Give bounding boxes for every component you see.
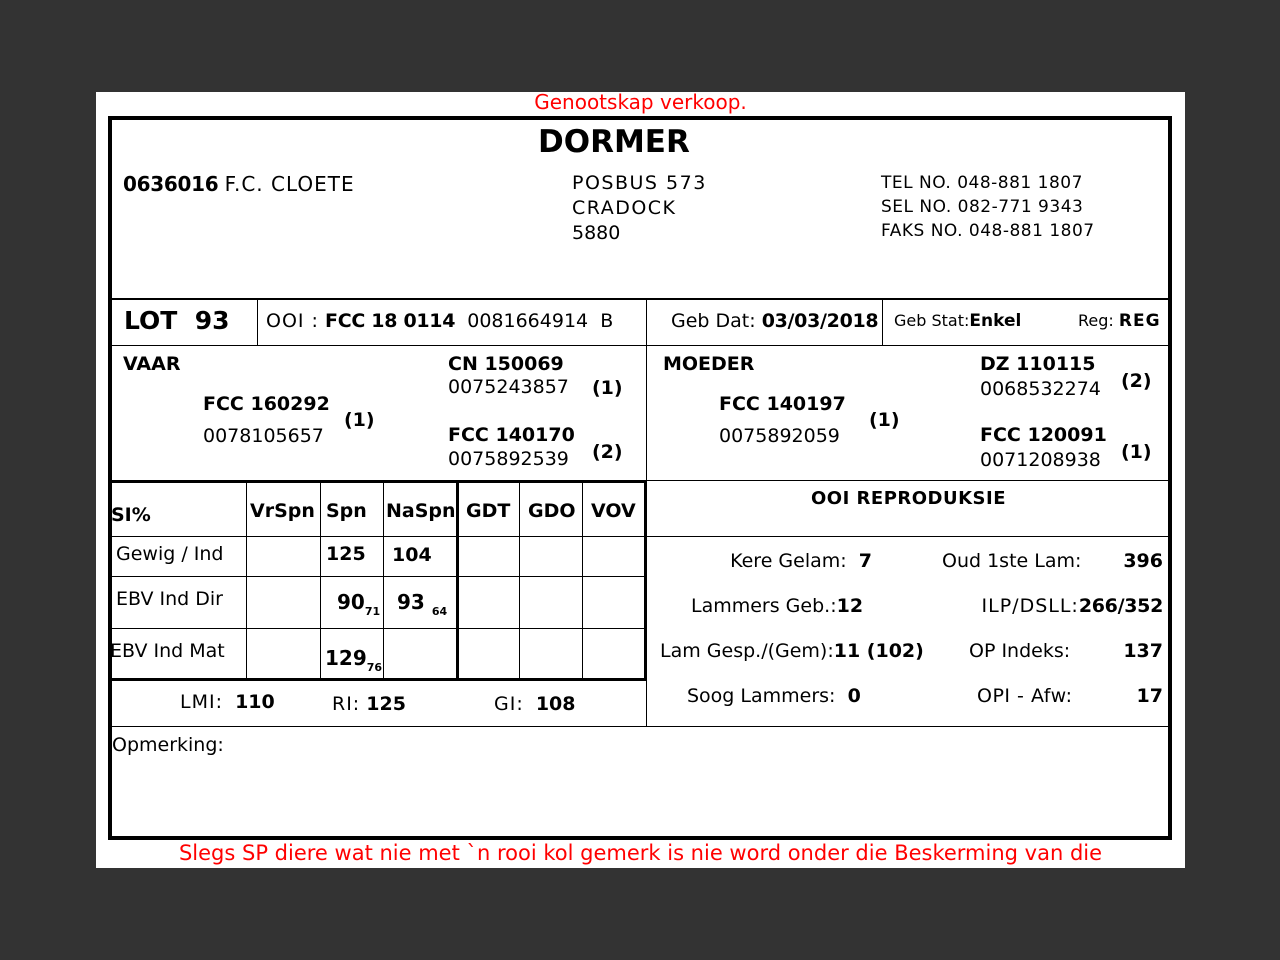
registration bbox=[1078, 311, 1161, 331]
lot-label: LOT bbox=[124, 306, 178, 335]
kere-gelam-value: 7 bbox=[858, 550, 872, 572]
sire-number: 0078105657 bbox=[203, 425, 324, 447]
dam-sire-grade: (2) bbox=[1121, 370, 1152, 392]
oud-1ste-lam-label: Oud 1ste Lam: bbox=[942, 550, 1082, 572]
lammers-geb-label: Lammers Geb.: bbox=[691, 595, 837, 617]
fax-number: FAKS NO. 048-881 1807 bbox=[881, 221, 1095, 241]
ri-label: RI: bbox=[332, 693, 361, 715]
table-bottom bbox=[110, 678, 647, 681]
sire-sire-grade: (1) bbox=[592, 377, 623, 399]
col-line bbox=[582, 483, 583, 679]
ri bbox=[332, 693, 406, 715]
lammers-geb-value: 12 bbox=[836, 595, 864, 617]
top-notice: Genootskap verkoop. bbox=[534, 92, 747, 114]
sire-sire-id: CN 150069 bbox=[448, 353, 564, 375]
value: 93 bbox=[397, 590, 425, 614]
registration-label: Reg: bbox=[1078, 311, 1114, 330]
cell-ebv-dir-naspn bbox=[397, 590, 448, 618]
divider bbox=[110, 345, 1170, 346]
ewe-id bbox=[266, 310, 613, 332]
breeder bbox=[123, 172, 355, 196]
address-line: CRADOCK bbox=[572, 197, 677, 219]
kere-gelam-label: Kere Gelam: bbox=[730, 550, 847, 572]
tel-number: TEL NO. 048-881 1807 bbox=[881, 173, 1083, 193]
dam-dam-number: 0071208938 bbox=[980, 449, 1101, 471]
col-header-gdo: GDO bbox=[528, 500, 576, 522]
kere-gelam bbox=[730, 550, 872, 572]
lot-value: 93 bbox=[194, 306, 230, 335]
lam-gesp bbox=[660, 640, 924, 662]
sire-sire-number: 0075243857 bbox=[448, 376, 569, 398]
birth-status-value: Enkel bbox=[969, 311, 1022, 331]
divider bbox=[647, 536, 1170, 537]
cell-gewig-naspn: 104 bbox=[392, 544, 432, 566]
dam-sire-number: 0068532274 bbox=[980, 378, 1101, 400]
divider bbox=[110, 536, 646, 537]
frame-left bbox=[108, 116, 112, 840]
divider bbox=[110, 628, 646, 629]
sire-dam-id: FCC 140170 bbox=[448, 424, 575, 446]
lmi-label: LMI: bbox=[180, 691, 223, 713]
lmi bbox=[180, 691, 275, 713]
dam-dam-id: FCC 120091 bbox=[980, 424, 1107, 446]
oud-1ste-lam-value: 396 bbox=[1123, 550, 1163, 572]
soog-lammers-value: 0 bbox=[847, 685, 861, 707]
breed-title: DORMER bbox=[538, 124, 690, 160]
cell-number: SEL NO. 082-771 9343 bbox=[881, 197, 1084, 217]
row-label-ebv-mat: EBV Ind Mat bbox=[110, 640, 225, 662]
value: 90 bbox=[337, 590, 365, 614]
dam-label: MOEDER bbox=[663, 353, 755, 375]
col-header-spn: Spn bbox=[326, 500, 367, 522]
col-header-vrspn: VrSpn bbox=[250, 500, 315, 522]
op-indeks-label: OP Indeks: bbox=[969, 640, 1071, 662]
lam-gesp-label: Lam Gesp./(Gem): bbox=[660, 640, 834, 662]
opi-afw-value: 17 bbox=[1136, 685, 1163, 707]
ewe-id-value: FCC 18 0114 bbox=[325, 310, 456, 332]
lmi-value: 110 bbox=[235, 691, 275, 713]
ilp-dsll-value: 266/352 bbox=[1078, 595, 1163, 617]
sire-label: VAAR bbox=[123, 353, 181, 375]
lot-card-page bbox=[96, 92, 1185, 868]
registration-value: REG bbox=[1118, 311, 1161, 331]
accuracy: 76 bbox=[366, 661, 383, 674]
soog-lammers bbox=[687, 685, 861, 707]
gi-label: GI: bbox=[494, 693, 524, 715]
breeder-code: 0636016 bbox=[123, 172, 219, 196]
col-header-si: SI% bbox=[111, 504, 151, 526]
divider bbox=[647, 480, 1170, 481]
birth-status-label: Geb Stat: bbox=[894, 311, 970, 330]
dam-sire-id: DZ 110115 bbox=[980, 353, 1096, 375]
breeder-name: F.C. CLOETE bbox=[224, 172, 355, 196]
birth-date bbox=[671, 310, 878, 332]
frame-bottom bbox=[108, 836, 1172, 840]
remarks-label: Opmerking: bbox=[112, 734, 224, 756]
ilp-dsll bbox=[982, 595, 1163, 617]
gi bbox=[494, 693, 576, 715]
footer-notice: Slegs SP diere wat nie met `n rooi kol gemerk is nie word onder die Beskerming van die bbox=[178, 841, 1103, 865]
divider bbox=[110, 576, 646, 577]
cell-ebv-mat-spn bbox=[325, 646, 383, 674]
lammers-geb bbox=[691, 595, 863, 617]
remarks-field bbox=[226, 734, 1156, 829]
sire-grade: (1) bbox=[344, 409, 375, 431]
ewe-label: OOI : bbox=[266, 310, 319, 332]
col-header-naspn: NaSpn bbox=[386, 500, 456, 522]
col-header-gdt: GDT bbox=[466, 500, 511, 522]
col-line bbox=[644, 480, 647, 679]
divider bbox=[110, 298, 1170, 300]
divider bbox=[257, 299, 258, 346]
birth-date-label: Geb Dat: bbox=[671, 310, 756, 332]
lot-number bbox=[124, 306, 230, 335]
sire-dam-grade: (2) bbox=[592, 441, 623, 463]
sire-dam-number: 0075892539 bbox=[448, 448, 569, 470]
contact-block bbox=[881, 171, 1095, 243]
ilp-dsll-label: ILP/DSLL: bbox=[981, 595, 1079, 617]
col-line bbox=[456, 483, 459, 679]
op-indeks-value: 137 bbox=[1123, 640, 1163, 662]
opi-afw-label: OPI - Afw: bbox=[977, 685, 1073, 707]
ewe-grade: B bbox=[600, 310, 614, 332]
ewe-number: 0081664914 bbox=[467, 310, 589, 332]
accuracy: 71 bbox=[364, 605, 381, 618]
sire-id: FCC 160292 bbox=[203, 393, 330, 415]
col-line bbox=[246, 483, 247, 679]
divider bbox=[110, 726, 1170, 727]
col-line bbox=[320, 483, 321, 679]
value: 129 bbox=[325, 646, 367, 670]
col-line bbox=[383, 483, 384, 679]
dam-dam-grade: (1) bbox=[1121, 441, 1152, 463]
cell-ebv-dir-spn bbox=[337, 590, 381, 618]
cell-gewig-spn: 125 bbox=[326, 543, 366, 565]
address-line: 5880 bbox=[572, 222, 621, 244]
col-header-vov: VOV bbox=[591, 500, 636, 522]
dam-id: FCC 140197 bbox=[719, 393, 846, 415]
frame-right bbox=[1168, 116, 1172, 840]
col-line bbox=[519, 483, 520, 679]
gi-value: 108 bbox=[535, 693, 576, 715]
frame-top bbox=[108, 116, 1172, 120]
soog-lammers-label: Soog Lammers: bbox=[687, 685, 836, 707]
dam-grade: (1) bbox=[869, 409, 900, 431]
lam-gesp-value: 11 (102) bbox=[833, 640, 924, 662]
reproduction-title: OOI REPRODUKSIE bbox=[810, 488, 1007, 509]
divider bbox=[882, 299, 883, 346]
address-block bbox=[572, 171, 707, 246]
table-top bbox=[110, 480, 647, 483]
birth-status bbox=[894, 311, 1021, 331]
ri-value: 125 bbox=[366, 693, 406, 715]
dam-number: 0075892059 bbox=[719, 425, 840, 447]
birth-date-value: 03/03/2018 bbox=[761, 310, 879, 332]
row-label-gewig: Gewig / Ind bbox=[116, 543, 224, 565]
accuracy: 64 bbox=[431, 605, 448, 618]
address-line: POSBUS 573 bbox=[572, 172, 707, 194]
row-label-ebv-dir: EBV Ind Dir bbox=[116, 588, 223, 610]
